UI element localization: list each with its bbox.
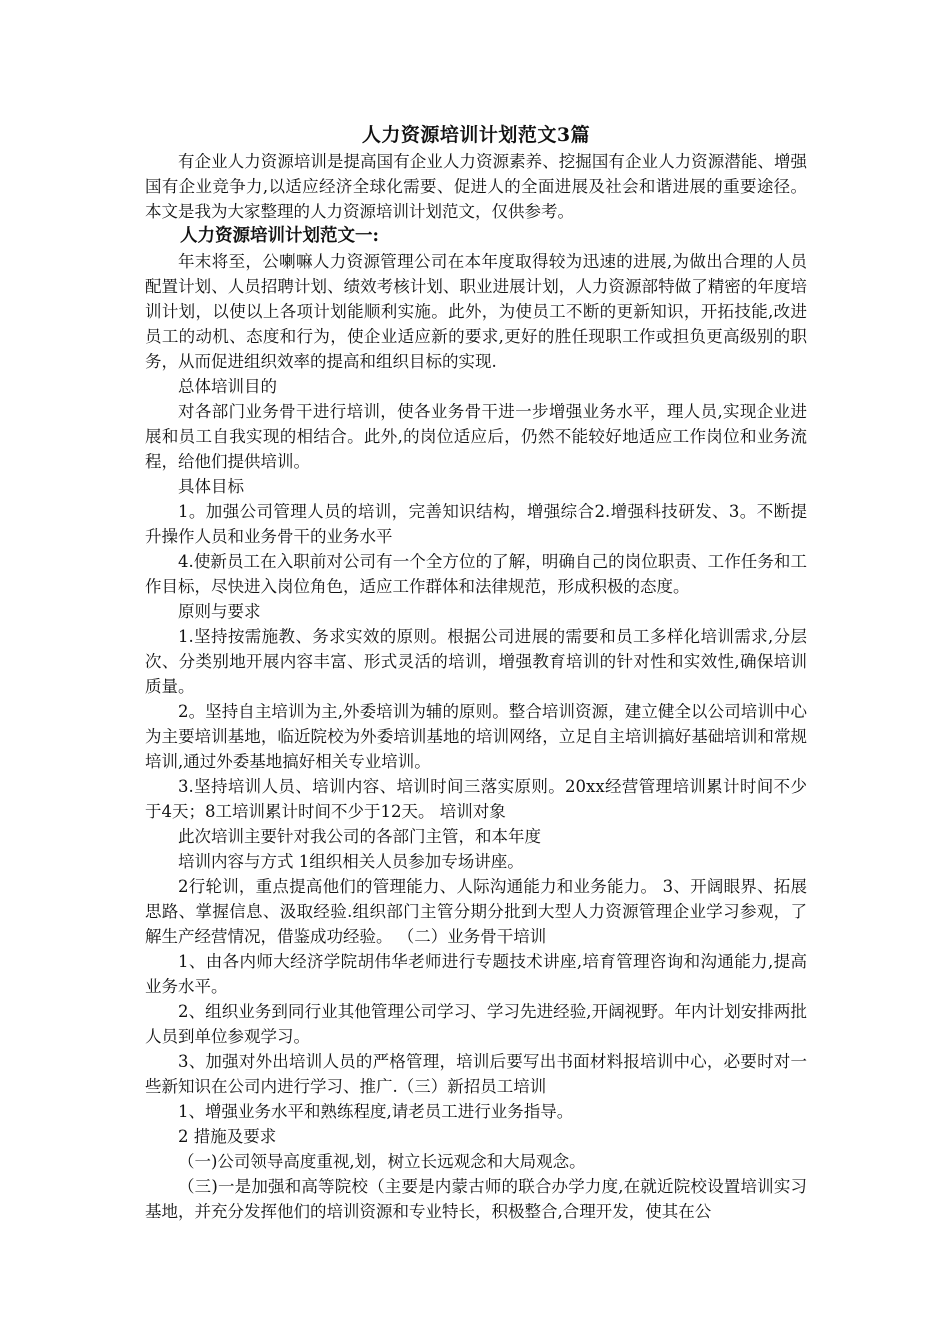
paragraph: 培训内容与方式 1组织相关人员参加专场讲座。 xyxy=(178,852,524,871)
paragraph: 2。坚持自主培训为主,外委培训为辅的原则。整合培训资源，建立健全以公司培训中心为主要培训基地，临近院校为外委培训基地的培训网络，立足自主培训搞好基础培训和常规培训,通过外委基地搞好相关专业培训。 xyxy=(145,702,807,771)
subheading: 具体目标 xyxy=(178,477,244,496)
paragraph: 对各部门业务骨干进行培训，使各业务骨干进一步增强业务水平，理人员,实现企业进展和员工自我实现的相结合。此外,的岗位适应后，仍然不能较好地适应工作岗位和业务流程，给他们提供培训。 xyxy=(145,402,807,471)
paragraph: （一)公司领导高度重视,划，树立长远观念和大局观念。 xyxy=(178,1152,586,1171)
document-body xyxy=(145,122,807,1224)
paragraph: 3.坚持培训人员、培训内容、培训时间三落实原则。20xx经营管理培训累计时间不少于4天；8工培训累计时间不少于12天。 培训对象 xyxy=(145,777,807,821)
intro-paragraph: 有企业人力资源培训是提高国有企业人力资源素养、挖掘国有企业人力资源潜能、增强国有企业竞争力,以适应经济全球化需要、促进人的全面进展及社会和谐进展的重要途径。本文是我为大家整理的人力资源培训计划范文，仅供参考。 xyxy=(145,152,807,221)
paragraph: （三)一是加强和高等院校（主要是内蒙古师的联合办学力度,在就近院校设置培训实习基地，并充分发挥他们的培训资源和专业特长，积极整合,合理开发，使其在公 xyxy=(145,1177,807,1221)
subheading: 总体培训目的 xyxy=(178,377,277,396)
paragraph: 1.坚持按需施教、务求实效的原则。根据公司进展的需要和员工多样化培训需求,分层次、分类别地开展内容丰富、形式灵活的培训，增强教育培训的针对性和实效性,确保培训质量。 xyxy=(145,627,807,696)
paragraph: 1、由各内师大经济学院胡伟华老师进行专题技术讲座,培育管理咨询和沟通能力,提高业务水平。 xyxy=(145,952,807,996)
paragraph: 2 措施及要求 xyxy=(178,1127,277,1146)
section-heading: 人力资源培训计划范文一: xyxy=(180,226,379,246)
paragraph: 4.使新员工在入职前对公司有一个全方位的了解，明确自己的岗位职责、工作任务和工作目标，尽快进入岗位角色，适应工作群体和法律规范，形成积极的态度。 xyxy=(145,552,807,596)
paragraph: 年末将至，公喇嘛人力资源管理公司在本年度取得较为迅速的进展,为做出合理的人员配置计划、人员招聘计划、绩效考核计划、职业进展计划，人力资源部特做了精密的年度培训计划，以使以上各项计划能顺利实施。此外，为使员工不断的更新知识，开拓技能,改进员工的动机、态度和行为，使企业适应新的要求,更好的胜任现职工作或担负更高级别的职务，从而促进组织效率的提高和组织目标的实现. xyxy=(145,252,807,371)
paragraph: 2、组织业务到同行业其他管理公司学习、学习先进经验,开阔视野。年内计划安排两批人员到单位参观学习。 xyxy=(145,1002,807,1046)
paragraph: 3、加强对外出培训人员的严格管理，培训后要写出书面材料报培训中心，必要时对一些新知识在公司内进行学习、推广.（三）新招员工培训 xyxy=(145,1052,807,1096)
paragraph: 此次培训主要针对我公司的各部门主管，和本年度 xyxy=(178,827,541,846)
paragraph: 2行轮训，重点提高他们的管理能力、人际沟通能力和业务能力。 3、开阔眼界、拓展思路、掌握信息、汲取经验.组织部门主管分期分批到大型人力资源管理企业学习参观，了解生产经营情况，借鉴成功经验。 （二）业务骨干培训 xyxy=(145,877,807,946)
paragraph: 1。加强公司管理人员的培训，完善知识结构，增强综合2.增强科技研发、3。不断提升操作人员和业务骨干的业务水平 xyxy=(145,502,807,546)
subheading: 原则与要求 xyxy=(178,602,261,621)
document-title: 人力资源培训计划范文3篇 xyxy=(361,124,591,146)
paragraph: 1、增强业务水平和熟练程度,请老员工进行业务指导。 xyxy=(178,1102,574,1121)
